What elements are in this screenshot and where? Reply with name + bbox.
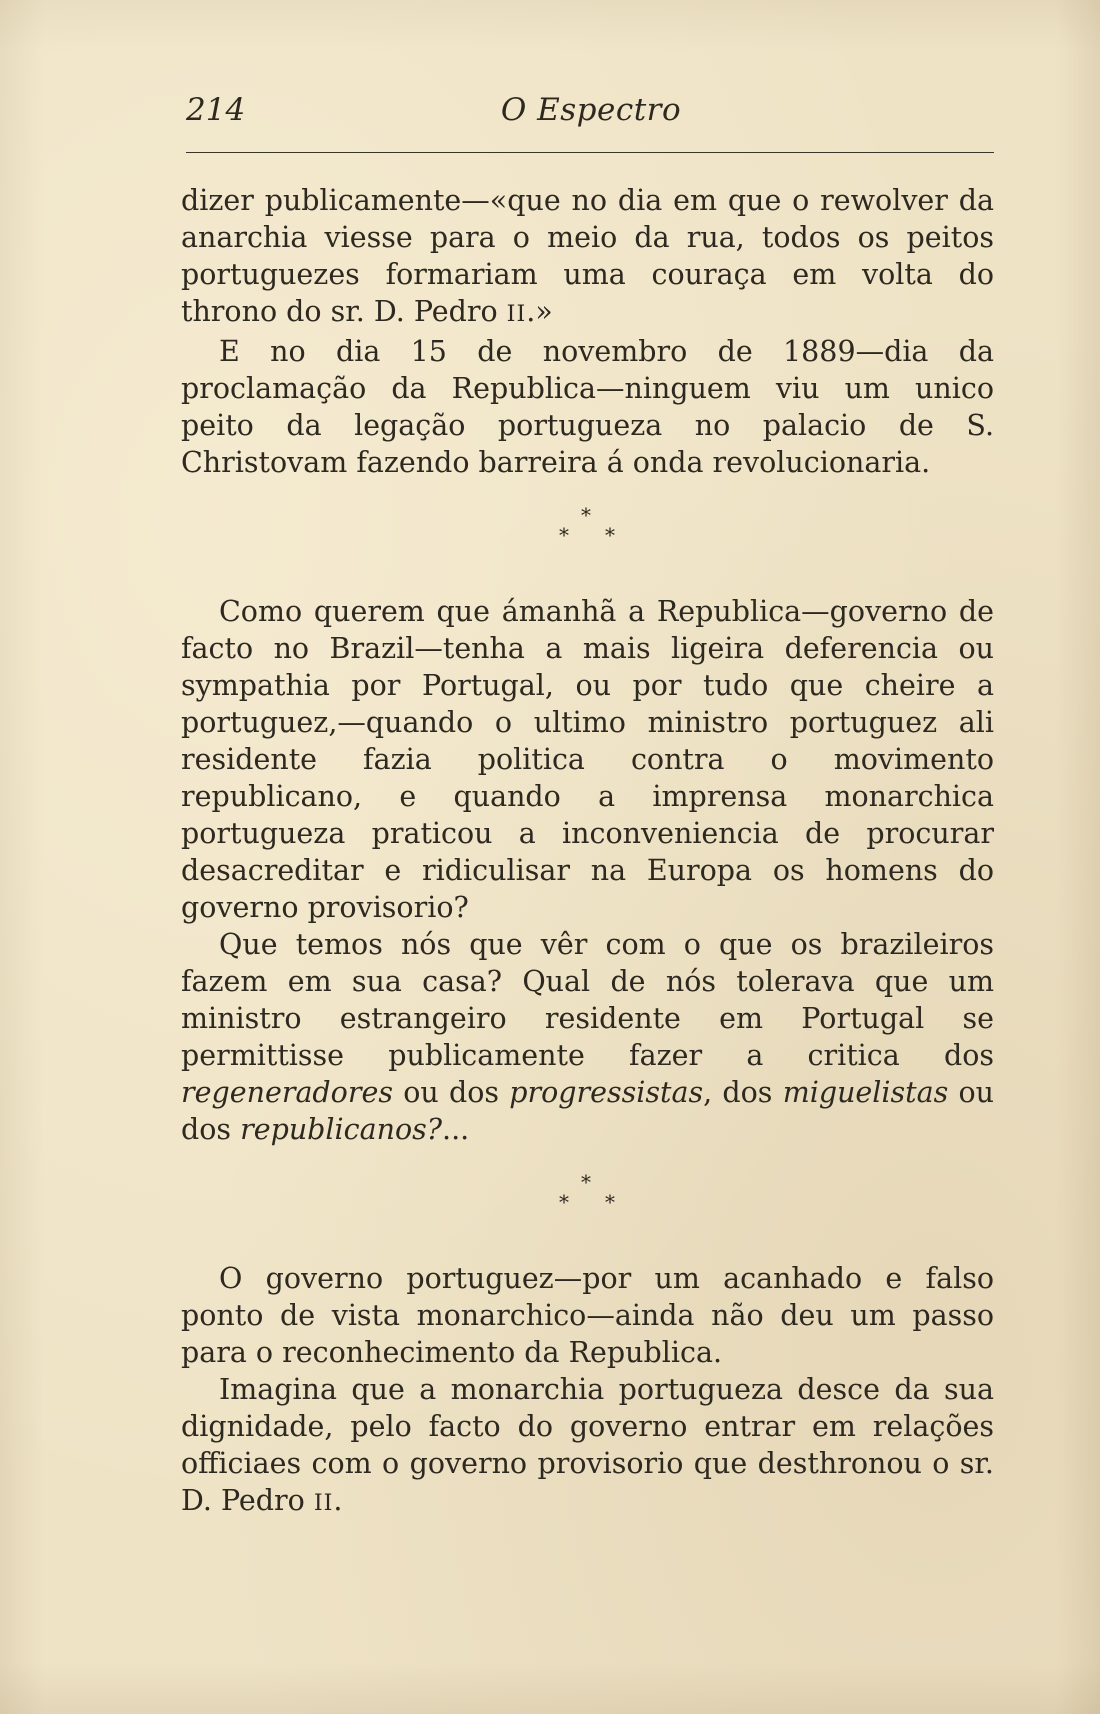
text-run: . xyxy=(333,1484,343,1517)
paragraph-p4 xyxy=(181,926,994,1148)
paragraph-p6 xyxy=(181,1371,994,1522)
asterism-divider xyxy=(181,1148,994,1260)
text-run: .» xyxy=(526,295,553,328)
body-text xyxy=(181,182,994,1522)
text-run: Imagina que a monarchia portugueza desce da sua dignidade, pelo facto do governo entrar em relações officiaes com o governo provisorio que desthronou o sr. D. Pedro xyxy=(181,1373,994,1517)
text-run: Que temos nós que vêr com o que os brazileiros fazem em sua casa? Qual de nós tolerava que um ministro estrangeiro residente em Portugal se permittisse publicamente fazer a critica dos xyxy=(181,928,994,1072)
text-run: ou dos xyxy=(392,1076,510,1109)
italic-run: miguelistas xyxy=(782,1076,949,1109)
running-title: O Espectro xyxy=(500,92,682,128)
page-number: 214 xyxy=(186,92,246,128)
asterism-star: * xyxy=(559,523,569,547)
paragraph-p1 xyxy=(181,182,994,333)
paragraph-p3 xyxy=(181,593,994,926)
header-rule xyxy=(186,152,994,153)
text-run: ... xyxy=(442,1113,470,1146)
asterism-divider xyxy=(181,481,994,593)
text-run: E no dia 15 de novembro de 1889—dia da proclamação da Republica—ninguem viu um unico peito da legação portugueza no palacio de S. Christovam fazendo barreira á onda revolucionaria. xyxy=(181,335,994,479)
italic-run: republicanos? xyxy=(240,1113,443,1146)
text-run: Como querem que ámanhã a Republica—governo de facto no Brazil—tenha a mais ligeira deferencia ou sympathia por Portugal, ou por tudo que cheire a portuguez,—quando o ultimo ministro portuguez ali residente fazia politica contra o movimento republicano, e quando a imprensa monarchica portugueza praticou a inconveniencia de procurar desacreditar e ridiculisar na Europa os homens do governo provisorio? xyxy=(181,595,994,924)
text-run: , dos xyxy=(703,1076,783,1109)
italic-run: progressistas xyxy=(509,1076,704,1109)
asterism-star: * xyxy=(559,1190,569,1214)
text-run: II xyxy=(313,1490,334,1516)
asterism-star: * xyxy=(605,1190,615,1214)
asterism-star: * xyxy=(581,1170,591,1194)
paragraph-p5 xyxy=(181,1260,994,1371)
text-run: ou dos xyxy=(181,1076,994,1146)
asterism-star: * xyxy=(581,503,591,527)
text-run: O governo portuguez—por um acanhado e falso ponto de vista monarchico—ainda não deu um passo para o reconhecimento da Republica. xyxy=(181,1262,994,1369)
text-run: II xyxy=(506,301,527,327)
running-header xyxy=(186,92,996,142)
italic-run: regeneradores xyxy=(181,1076,393,1109)
paragraph-p2 xyxy=(181,333,994,481)
text-run: dizer publicamente—«que no dia em que o rewolver da anarchia viesse para o meio da rua, todos os peitos portuguezes formariam uma couraça em volta do throno do sr. D. Pedro xyxy=(181,184,994,328)
asterism-star: * xyxy=(605,523,615,547)
